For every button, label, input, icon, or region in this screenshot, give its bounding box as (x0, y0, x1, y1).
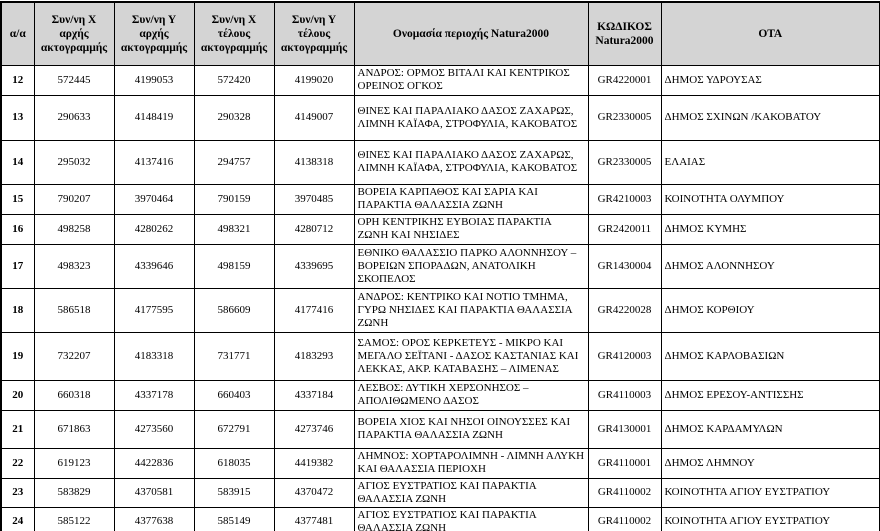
cell-code: GR2330005 (588, 95, 661, 140)
cell-code: GR4220001 (588, 65, 661, 95)
table-row (1, 288, 880, 332)
cell-y_start: 3970464 (114, 184, 194, 214)
natura2000-table (0, 1, 880, 531)
table-row (1, 478, 880, 507)
cell-code: GR4130001 (588, 410, 661, 448)
cell-y_start: 4339646 (114, 244, 194, 288)
cell-x_start: 585122 (34, 507, 114, 531)
cell-aa: 20 (1, 380, 34, 410)
cell-name: ΛΗΜΝΟΣ: ΧΟΡΤΑΡΟΛΙΜΝΗ - ΛΙΜΝΗ ΑΛΥΚΗ ΚΑΙ ΘΑΛΑΣΣΙΑ ΠΕΡΙΟΧΗ (354, 448, 588, 478)
document-page (0, 1, 880, 531)
table-row (1, 65, 880, 95)
cell-ota: ΔΗΜΟΣ ΕΡΕΣΟΥ-ΑΝΤΙΣΣΗΣ (661, 380, 880, 410)
cell-ota: ΕΛΑΙΑΣ (661, 140, 880, 184)
cell-x_end: 498321 (194, 214, 274, 244)
cell-y_end: 4199020 (274, 65, 354, 95)
cell-x_start: 498258 (34, 214, 114, 244)
column-header-code: ΚΩΔΙΚΟΣ Natura2000 (588, 2, 661, 65)
cell-name: ΒΟΡΕΙΑ ΧΙΟΣ ΚΑΙ ΝΗΣΟΙ ΟΙΝΟΥΣΣΕΣ ΚΑΙ ΠΑΡΑΚΤΙΑ ΘΑΛΑΣΣΙΑ ΖΩΝΗ (354, 410, 588, 448)
cell-aa: 14 (1, 140, 34, 184)
cell-ota: ΔΗΜΟΣ ΚΑΡΔΑΜΥΛΩΝ (661, 410, 880, 448)
cell-y_start: 4199053 (114, 65, 194, 95)
cell-x_end: 672791 (194, 410, 274, 448)
cell-x_end: 572420 (194, 65, 274, 95)
cell-code: GR4220028 (588, 288, 661, 332)
cell-code: GR4210003 (588, 184, 661, 214)
cell-ota: ΔΗΜΟΣ ΣΧΙΝΩΝ /ΚΑΚΟΒΑΤΟΥ (661, 95, 880, 140)
cell-name: ΘΙΝΕΣ ΚΑΙ ΠΑΡΑΛΙΑΚΟ ΔΑΣΟΣ ΖΑΧΑΡΩΣ, ΛΙΜΝΗ ΚΑΪΑΦΑ, ΣΤΡΟΦΥΛΙΑ, ΚΑΚΟΒΑΤΟΣ (354, 140, 588, 184)
cell-y_end: 4183293 (274, 332, 354, 380)
cell-x_end: 731771 (194, 332, 274, 380)
cell-name: ΣΑΜΟΣ: ΟΡΟΣ ΚΕΡΚΕΤΕΥΣ - ΜΙΚΡΟ ΚΑΙ ΜΕΓΑΛΟ ΣΕΪΤΑΝΙ - ΔΑΣΟΣ ΚΑΣΤΑΝΙΑΣ ΚΑΙ ΛΕΚΚΑΣ, ΑΚΡ. ΚΑΤΑΒΑΣΗΣ – ΛΙΜΕΝΑΣ (354, 332, 588, 380)
cell-ota: ΚΟΙΝΟΤΗΤΑ ΟΛΥΜΠΟΥ (661, 184, 880, 214)
cell-aa: 17 (1, 244, 34, 288)
cell-x_start: 583829 (34, 478, 114, 507)
cell-ota: ΔΗΜΟΣ ΛΗΜΝΟΥ (661, 448, 880, 478)
cell-x_start: 660318 (34, 380, 114, 410)
cell-aa: 13 (1, 95, 34, 140)
cell-code: GR4110001 (588, 448, 661, 478)
cell-y_end: 4339695 (274, 244, 354, 288)
cell-ota: ΚΟΙΝΟΤΗΤΑ ΑΓΙΟΥ ΕΥΣΤΡΑΤΙΟΥ (661, 478, 880, 507)
cell-x_end: 498159 (194, 244, 274, 288)
cell-y_start: 4337178 (114, 380, 194, 410)
cell-x_start: 619123 (34, 448, 114, 478)
cell-name: ΑΝΔΡΟΣ: ΚΕΝΤΡΙΚΟ ΚΑΙ ΝΟΤΙΟ ΤΜΗΜΑ, ΓΥΡΩ ΝΗΣΙΔΕΣ ΚΑΙ ΠΑΡΑΚΤΙΑ ΘΑΛΑΣΣΙΑ ΖΩΝΗ (354, 288, 588, 332)
cell-y_end: 4280712 (274, 214, 354, 244)
cell-name: ΛΕΣΒΟΣ: ΔΥΤΙΚΗ ΧΕΡΣΟΝΗΣΟΣ – ΑΠΟΛΙΘΩΜΕΝΟ ΔΑΣΟΣ (354, 380, 588, 410)
cell-y_start: 4377638 (114, 507, 194, 531)
cell-ota: ΔΗΜΟΣ ΚΥΜΗΣ (661, 214, 880, 244)
cell-x_start: 290633 (34, 95, 114, 140)
cell-code: GR2420011 (588, 214, 661, 244)
cell-ota: ΔΗΜΟΣ ΚΑΡΛΟΒΑΣΙΩΝ (661, 332, 880, 380)
cell-y_start: 4422836 (114, 448, 194, 478)
cell-x_end: 790159 (194, 184, 274, 214)
table-row (1, 214, 880, 244)
table-row (1, 244, 880, 288)
table-row (1, 184, 880, 214)
cell-aa: 21 (1, 410, 34, 448)
cell-x_start: 671863 (34, 410, 114, 448)
cell-x_end: 585149 (194, 507, 274, 531)
cell-x_end: 586609 (194, 288, 274, 332)
column-header-x_end: Συν/νη Χ τέλους ακτογραμμής (194, 2, 274, 65)
cell-y_end: 4370472 (274, 478, 354, 507)
table-row (1, 140, 880, 184)
cell-y_start: 4137416 (114, 140, 194, 184)
table-row (1, 410, 880, 448)
cell-ota: ΔΗΜΟΣ ΥΔΡΟΥΣΑΣ (661, 65, 880, 95)
cell-code: GR4120003 (588, 332, 661, 380)
cell-x_start: 790207 (34, 184, 114, 214)
cell-ota: ΔΗΜΟΣ ΚΟΡΘΙΟΥ (661, 288, 880, 332)
table-body (1, 65, 880, 531)
table-row (1, 332, 880, 380)
cell-code: GR4110002 (588, 507, 661, 531)
cell-name: ΕΘΝΙΚΟ ΘΑΛΑΣΣΙΟ ΠΑΡΚΟ ΑΛΟΝΝΗΣΟΥ – ΒΟΡΕΙΩΝ ΣΠΟΡΑΔΩΝ, ΑΝΑΤΟΛΙΚΗ ΣΚΟΠΕΛΟΣ (354, 244, 588, 288)
column-header-aa: α/α (1, 2, 34, 65)
cell-x_end: 583915 (194, 478, 274, 507)
column-header-y_end: Συν/νη Υ τέλους ακτογραμμής (274, 2, 354, 65)
column-header-ota: ΟΤΑ (661, 2, 880, 65)
cell-y_start: 4183318 (114, 332, 194, 380)
cell-y_start: 4280262 (114, 214, 194, 244)
column-header-x_start: Συν/νη Χ αρχής ακτογραμμής (34, 2, 114, 65)
cell-aa: 19 (1, 332, 34, 380)
cell-y_end: 4419382 (274, 448, 354, 478)
table-row (1, 380, 880, 410)
cell-aa: 22 (1, 448, 34, 478)
cell-name: ΘΙΝΕΣ ΚΑΙ ΠΑΡΑΛΙΑΚΟ ΔΑΣΟΣ ΖΑΧΑΡΩΣ, ΛΙΜΝΗ ΚΑΪΑΦΑ, ΣΤΡΟΦΥΛΙΑ, ΚΑΚΟΒΑΤΟΣ (354, 95, 588, 140)
cell-aa: 15 (1, 184, 34, 214)
cell-code: GR4110003 (588, 380, 661, 410)
cell-x_start: 572445 (34, 65, 114, 95)
cell-ota: ΚΟΙΝΟΤΗΤΑ ΑΓΙΟΥ ΕΥΣΤΡΑΤΙΟΥ (661, 507, 880, 531)
table-row (1, 507, 880, 531)
cell-x_start: 498323 (34, 244, 114, 288)
cell-code: GR2330005 (588, 140, 661, 184)
cell-aa: 24 (1, 507, 34, 531)
cell-y_end: 3970485 (274, 184, 354, 214)
cell-x_end: 290328 (194, 95, 274, 140)
cell-aa: 12 (1, 65, 34, 95)
cell-name: ΟΡΗ ΚΕΝΤΡΙΚΗΣ ΕΥΒΟΙΑΣ ΠΑΡΑΚΤΙΑ ΖΩΝΗ ΚΑΙ ΝΗΣΙΔΕΣ (354, 214, 588, 244)
cell-name: ΒΟΡΕΙΑ ΚΑΡΠΑΘΟΣ ΚΑΙ ΣΑΡΙΑ ΚΑΙ ΠΑΡΑΚΤΙΑ ΘΑΛΑΣΣΙΑ ΖΩΝΗ (354, 184, 588, 214)
cell-x_end: 294757 (194, 140, 274, 184)
cell-y_end: 4149007 (274, 95, 354, 140)
column-header-y_start: Συν/νη Υ αρχής ακτογραμμής (114, 2, 194, 65)
cell-name: ΑΓΙΟΣ ΕΥΣΤΡΑΤΙΟΣ ΚΑΙ ΠΑΡΑΚΤΙΑ ΘΑΛΑΣΣΙΑ ΖΩΝΗ (354, 507, 588, 531)
cell-name: ΑΝΔΡΟΣ: ΟΡΜΟΣ ΒΙΤΑΛΙ ΚΑΙ ΚΕΝΤΡΙΚΟΣ ΟΡΕΙΝΟΣ ΟΓΚΟΣ (354, 65, 588, 95)
cell-x_start: 295032 (34, 140, 114, 184)
cell-name: ΑΓΙΟΣ ΕΥΣΤΡΑΤΙΟΣ ΚΑΙ ΠΑΡΑΚΤΙΑ ΘΑΛΑΣΣΙΑ ΖΩΝΗ (354, 478, 588, 507)
cell-ota: ΔΗΜΟΣ ΑΛΟΝΝΗΣΟΥ (661, 244, 880, 288)
table-row (1, 95, 880, 140)
cell-y_end: 4138318 (274, 140, 354, 184)
table-row (1, 448, 880, 478)
cell-x_start: 586518 (34, 288, 114, 332)
cell-y_end: 4377481 (274, 507, 354, 531)
cell-x_start: 732207 (34, 332, 114, 380)
column-header-name: Ονομασία περιοχής Natura2000 (354, 2, 588, 65)
cell-x_end: 660403 (194, 380, 274, 410)
cell-aa: 16 (1, 214, 34, 244)
cell-y_end: 4273746 (274, 410, 354, 448)
cell-aa: 18 (1, 288, 34, 332)
cell-aa: 23 (1, 478, 34, 507)
cell-code: GR4110002 (588, 478, 661, 507)
cell-y_start: 4370581 (114, 478, 194, 507)
cell-y_start: 4148419 (114, 95, 194, 140)
cell-code: GR1430004 (588, 244, 661, 288)
cell-y_start: 4177595 (114, 288, 194, 332)
cell-y_end: 4177416 (274, 288, 354, 332)
cell-y_start: 4273560 (114, 410, 194, 448)
table-header-row (1, 2, 880, 65)
cell-y_end: 4337184 (274, 380, 354, 410)
cell-x_end: 618035 (194, 448, 274, 478)
